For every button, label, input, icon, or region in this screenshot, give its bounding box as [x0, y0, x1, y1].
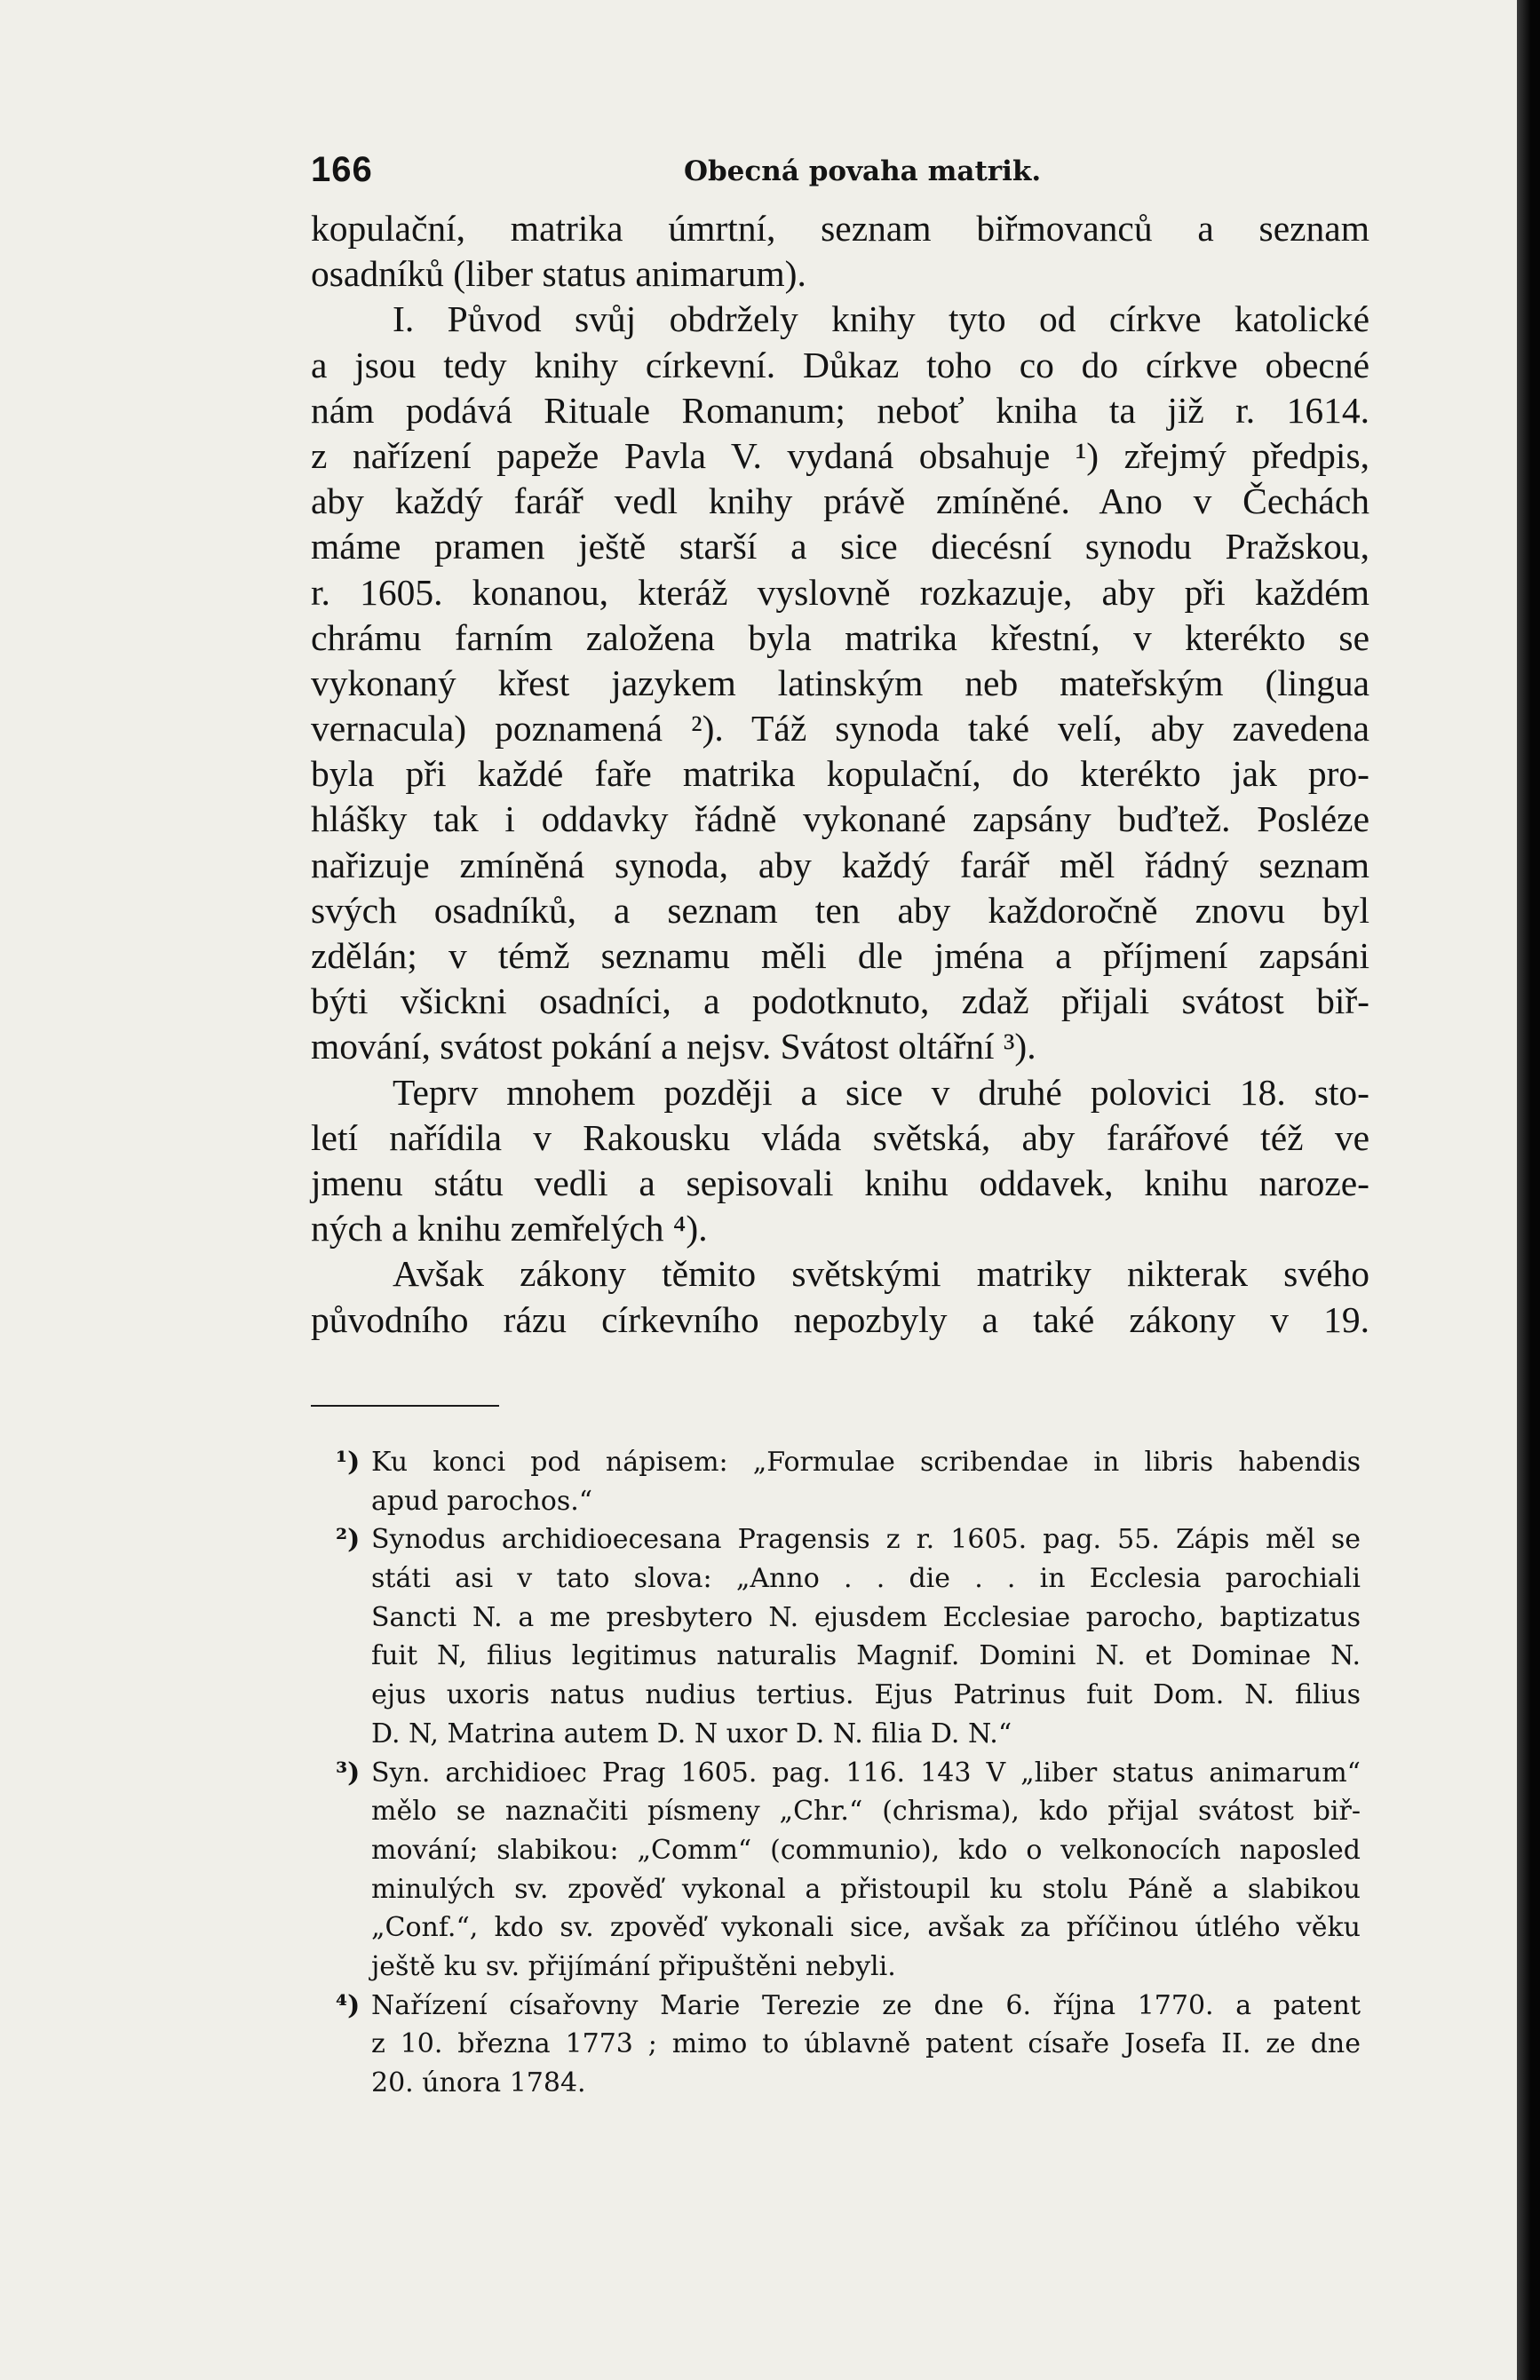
- body-line: byla při každé faře matrika kopulační, do kterékto jak pro-: [311, 753, 1369, 795]
- body-line: Teprv mnohem později a sice v druhé polovici 18. sto-: [393, 1071, 1369, 1113]
- body-line: mování, svátost pokání a nejsv. Svátost oltářní ³).: [311, 1026, 1036, 1067]
- body-line: vykonaný křest jazykem latinským neb mateřským (lingua: [311, 662, 1369, 703]
- footnote-mark: ³): [336, 1757, 361, 1789]
- body-line: jmenu státu vedli a sepisovali knihu oddavek, knihu naroze-: [311, 1162, 1369, 1203]
- body-line: r. 1605. konanou, kteráž vyslovně rozkazuje, aby při každém: [311, 571, 1369, 613]
- footnote-mark: ²): [336, 1524, 361, 1556]
- scan-edge: [1517, 0, 1540, 2380]
- footnote-line: apud parochos.“: [371, 1485, 593, 1517]
- body-line: kopulační, matrika úmrtní, seznam biřmovanců a seznam: [311, 208, 1369, 249]
- footnote-line: [336, 1520, 1361, 1559]
- footnote-line: ještě ku sv. přijímání připuštěni nebyli.: [371, 1950, 896, 1982]
- footnote-line: minulých sv. zpověď vykonal a přistoupil ku stolu Páně a slabikou: [371, 1873, 1361, 1905]
- footnote-mark: ⁴): [336, 1989, 361, 2021]
- footnote-text: Synodus archidioecesana Pragensis z r. 1605. pag. 55. Zápis měl se: [371, 1524, 1361, 1556]
- footnote-line: 20. února 1784.: [371, 2067, 586, 2098]
- body-text: [311, 206, 1369, 1343]
- body-line: hlášky tak i oddavky řádně vykonané zapsány buďtež. Posléze: [311, 798, 1369, 840]
- footnote-line: státi asi v tato slova: „Anno . . die . . in Ecclesia parochiali: [371, 1563, 1361, 1595]
- footnote-3: [336, 1754, 1361, 1987]
- body-line: zdělán; v témž seznamu měli dle jména a příjmení zapsáni: [311, 935, 1369, 976]
- footnote-1: [336, 1443, 1361, 1520]
- footnote-text: Ku konci pod nápisem: „Formulae scribendae in libris habendis: [371, 1447, 1361, 1478]
- body-line: a jsou tedy knihy církevní. Důkaz toho co do církve obecné: [311, 344, 1369, 385]
- footnote-mark: ¹): [336, 1447, 361, 1478]
- footnotes: [336, 1443, 1361, 2103]
- page-header: [311, 147, 1368, 193]
- footnote-line: mování; slabikou: „Comm“ (communio), kdo o velkonocích naposled: [371, 1834, 1361, 1866]
- footnote-divider: [311, 1405, 499, 1407]
- body-line: z nařízení papeže Pavla V. vydaná obsahuje ¹) zřejmý předpis,: [311, 434, 1369, 476]
- footnote-line: [336, 1754, 1361, 1793]
- footnote-line: „Conf.“, kdo sv. zpověď vykonali sice, avšak za příčinou útlého věku: [371, 1912, 1361, 1944]
- footnote-line: Sancti N. a me presbytero N. ejusdem Ecclesiae parocho, baptizatus: [371, 1601, 1361, 1633]
- body-line: chrámu farním založena byla matrika křestní, v kterékto se: [311, 616, 1369, 658]
- body-line: Avšak zákony těmito světskými matriky nikterak svého: [393, 1253, 1369, 1295]
- page-number: 166: [311, 150, 373, 189]
- footnote-2: [336, 1520, 1361, 1753]
- footnote-text: Syn. archidioec Prag 1605. pag. 116. 143 V „liber status animarum“: [371, 1757, 1361, 1789]
- body-line: letí nařídila v Rakousku vláda světská, aby farářové též ve: [311, 1116, 1369, 1158]
- body-line: nám podává Rituale Romanum; neboť kniha ta již r. 1614.: [311, 389, 1369, 431]
- footnote-line: mělo se naznačiti písmeny „Chr.“ (chrisma), kdo přijal svátost biř-: [371, 1796, 1361, 1828]
- footnote-4: [336, 1987, 1361, 2103]
- footnote-line: z 10. března 1773 ; mimo to úblavně patent císaře Josefa II. ze dne: [371, 2028, 1361, 2060]
- footnote-line: [336, 1443, 1361, 1482]
- body-line: nařizuje zmíněná synoda, aby každý farář měl řádný seznam: [311, 844, 1369, 885]
- body-line: původního rázu církevního nepozbyly a také zákony v 19.: [311, 1298, 1369, 1340]
- running-title: Obecná povaha matrik.: [684, 155, 1042, 187]
- body-line: aby každý farář vedl knihy právě zmíněné. Ano v Čechách: [311, 480, 1369, 522]
- body-line: býti všickni osadníci, a podotknuto, zdaž přijali svátost biř-: [311, 980, 1369, 1022]
- footnote-line: [336, 1987, 1361, 2026]
- footnote-line: D. N, Matrina autem D. N uxor D. N. filia D. N.“: [371, 1718, 1012, 1749]
- footnote-line: ejus uxoris natus nudius tertius. Ejus Patrinus fuit Dom. N. filius: [371, 1679, 1361, 1711]
- footnote-line: fuit N, filius legitimus naturalis Magnif. Domini N. et Dominae N.: [371, 1640, 1361, 1672]
- body-line: máme pramen ještě starší a sice diecésní synodu Pražskou,: [311, 526, 1369, 567]
- body-line: I. Původ svůj obdržely knihy tyto od církve katolické: [393, 298, 1369, 340]
- body-line: ných a knihu zemřelých ⁴).: [311, 1208, 708, 1250]
- body-line: osadníků (liber status animarum).: [311, 253, 806, 295]
- footnote-text: Nařízení císařovny Marie Terezie ze dne 6. října 1770. a patent: [371, 1989, 1361, 2021]
- body-line: svých osadníků, a seznam ten aby každoročně znovu byl: [311, 889, 1369, 931]
- body-line: vernacula) poznamená ²). Táž synoda také velí, aby zavedena: [311, 708, 1369, 750]
